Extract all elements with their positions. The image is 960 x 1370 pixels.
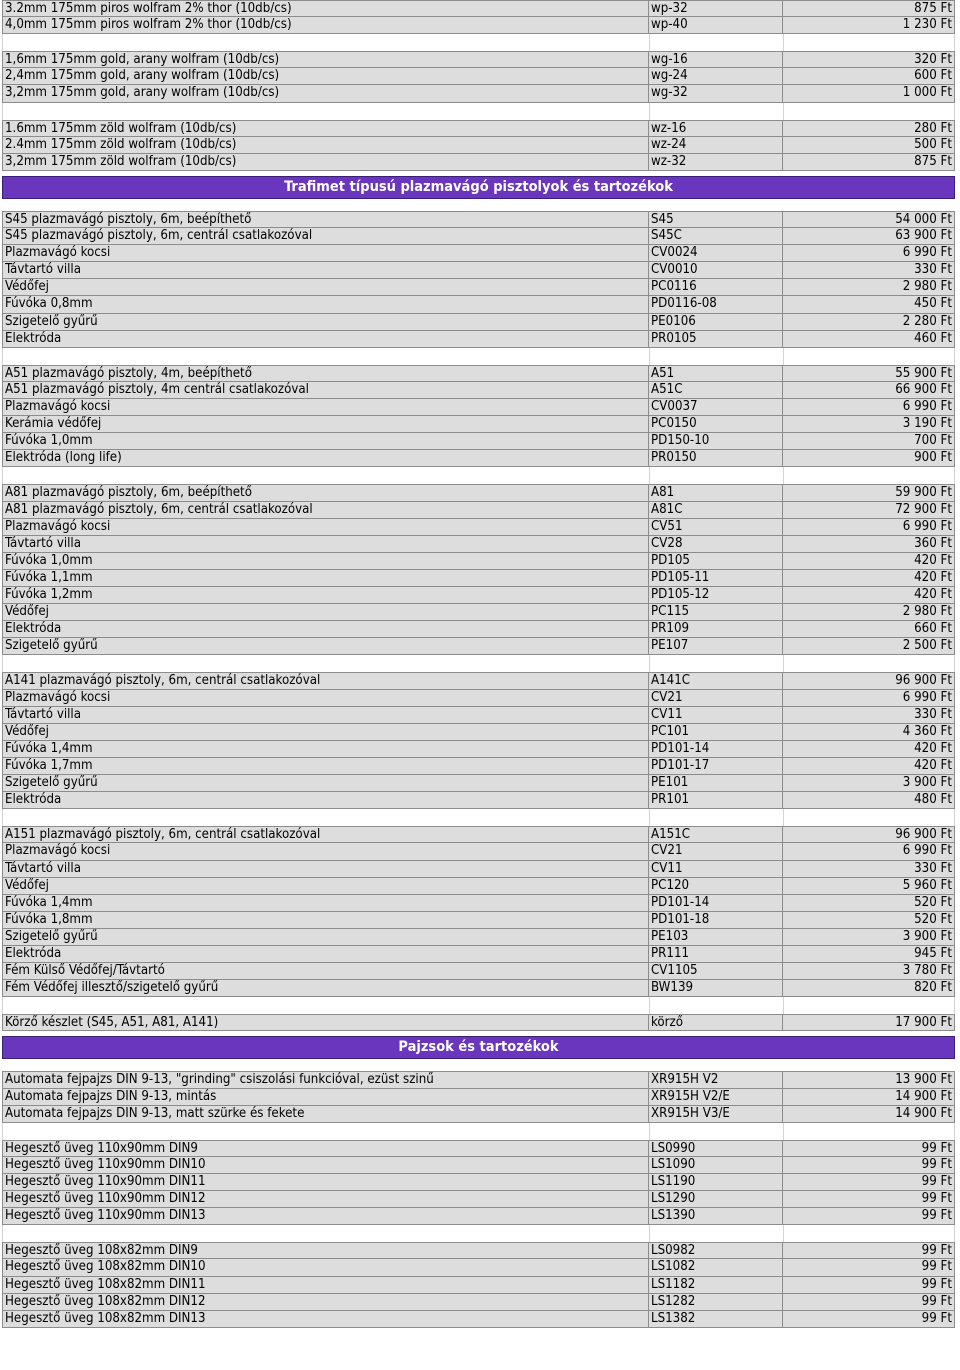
product-row [2, 120, 955, 137]
product-price: 4 360 Ft [783, 724, 955, 741]
product-row [2, 1294, 955, 1311]
product-code: PR111 [649, 946, 783, 963]
product-code: S45 [649, 211, 783, 228]
empty-cell [2, 348, 649, 365]
product-price: 2 980 Ft [783, 279, 955, 296]
product-price: 700 Ft [783, 433, 955, 450]
product-price: 63 900 Ft [783, 228, 955, 245]
product-price: 17 900 Ft [783, 1014, 955, 1031]
product-code: PC0116 [649, 279, 783, 296]
product-row [2, 1140, 955, 1157]
empty-cell [783, 1225, 955, 1242]
product-name: Fúvóka 1,7mm [2, 758, 649, 775]
product-price: 900 Ft [783, 450, 955, 467]
product-price: 3 190 Ft [783, 416, 955, 433]
product-name: Szigetelő gyűrű [2, 638, 649, 655]
product-row [2, 587, 955, 604]
product-name: Távtartó villa [2, 262, 649, 279]
product-name: Plazmavágó kocsi [2, 690, 649, 707]
product-name: Védőfej [2, 604, 649, 621]
product-row [2, 1242, 955, 1259]
product-code: PD101-18 [649, 912, 783, 929]
product-row [2, 707, 955, 724]
product-name: 4,0mm 175mm piros wolfram 2% thor (10db/cs) [2, 17, 649, 34]
product-name: Hegesztő üveg 110x90mm DIN10 [2, 1157, 649, 1174]
empty-cell [2, 34, 649, 51]
product-code: LS1382 [649, 1311, 783, 1328]
product-name: Védőfej [2, 279, 649, 296]
product-name: Automata fejpajzs DIN 9-13, matt szürke és fekete [2, 1106, 649, 1123]
product-row [2, 1157, 955, 1174]
empty-cell [783, 655, 955, 672]
product-row [2, 1014, 955, 1031]
product-code: CV21 [649, 843, 783, 860]
empty-cell [783, 34, 955, 51]
product-price: 99 Ft [783, 1157, 955, 1174]
product-row [2, 154, 955, 171]
product-row [2, 137, 955, 154]
product-row [2, 724, 955, 741]
product-price: 660 Ft [783, 621, 955, 638]
product-row [2, 228, 955, 245]
product-price: 2 500 Ft [783, 638, 955, 655]
product-code: PR0150 [649, 450, 783, 467]
product-price: 360 Ft [783, 536, 955, 553]
product-price: 14 900 Ft [783, 1089, 955, 1106]
product-row [2, 51, 955, 68]
spacer-row [2, 997, 955, 1014]
product-price: 1 000 Ft [783, 85, 955, 102]
product-price: 66 900 Ft [783, 382, 955, 399]
product-code: wp-40 [649, 17, 783, 34]
product-price: 13 900 Ft [783, 1071, 955, 1088]
product-name: 3.2mm 175mm piros wolfram 2% thor (10db/cs) [2, 0, 649, 17]
empty-cell [2, 1123, 649, 1140]
product-price: 3 780 Ft [783, 963, 955, 980]
product-name: Plazmavágó kocsi [2, 399, 649, 416]
product-code: LS1090 [649, 1157, 783, 1174]
product-row [2, 450, 955, 467]
product-row [2, 85, 955, 102]
product-price: 99 Ft [783, 1311, 955, 1328]
product-price: 330 Ft [783, 707, 955, 724]
product-code: XR915H V2/E [649, 1089, 783, 1106]
product-code: CV0024 [649, 245, 783, 262]
product-row [2, 416, 955, 433]
product-row [2, 980, 955, 997]
product-row [2, 399, 955, 416]
product-name: 2,4mm 175mm gold, arany wolfram (10db/cs) [2, 68, 649, 85]
product-code: BW139 [649, 980, 783, 997]
product-price: 99 Ft [783, 1140, 955, 1157]
product-price: 99 Ft [783, 1174, 955, 1191]
product-code: LS0990 [649, 1140, 783, 1157]
spacer-row [2, 103, 955, 120]
product-price: 520 Ft [783, 895, 955, 912]
product-row [2, 775, 955, 792]
product-name: Plazmavágó kocsi [2, 843, 649, 860]
product-name: Szigetelő gyűrű [2, 314, 649, 331]
product-name: Automata fejpajzs DIN 9-13, "grinding" csiszolási funkcióval, ezüst szinű [2, 1071, 649, 1088]
product-name: Távtartó villa [2, 707, 649, 724]
spacer-row [2, 655, 955, 672]
product-name: Fúvóka 0,8mm [2, 296, 649, 313]
product-price: 520 Ft [783, 912, 955, 929]
product-price: 6 990 Ft [783, 843, 955, 860]
product-name: Fúvóka 1,1mm [2, 570, 649, 587]
product-code: PR0105 [649, 331, 783, 348]
empty-cell [783, 809, 955, 826]
spacer-row [2, 34, 955, 51]
section-title: Trafimet típusú plazmavágó pisztolyok és tartozékok [284, 178, 673, 195]
product-row [2, 912, 955, 929]
product-price: 99 Ft [783, 1191, 955, 1208]
product-row [2, 843, 955, 860]
product-code: PD105-12 [649, 587, 783, 604]
product-name: 3,2mm 175mm gold, arany wolfram (10db/cs) [2, 85, 649, 102]
spacer-row [2, 1225, 955, 1242]
product-row [2, 570, 955, 587]
empty-cell [649, 809, 783, 826]
product-code: CV11 [649, 707, 783, 724]
product-price: 55 900 Ft [783, 365, 955, 382]
product-name: Védőfej [2, 878, 649, 895]
product-price: 420 Ft [783, 570, 955, 587]
product-name: Távtartó villa [2, 861, 649, 878]
product-code: PR109 [649, 621, 783, 638]
product-name: Körző készlet (S45, A51, A81, A141) [2, 1014, 649, 1031]
product-name: Elektróda (long life) [2, 450, 649, 467]
product-row [2, 245, 955, 262]
product-price: 54 000 Ft [783, 211, 955, 228]
product-name: Hegesztő üveg 108x82mm DIN11 [2, 1277, 649, 1294]
empty-cell [649, 997, 783, 1014]
product-name: A81 plazmavágó pisztoly, 6m, beépíthető [2, 484, 649, 501]
product-row [2, 741, 955, 758]
product-row [2, 279, 955, 296]
product-price: 1 230 Ft [783, 17, 955, 34]
product-name: 1,6mm 175mm gold, arany wolfram (10db/cs) [2, 51, 649, 68]
product-code: S45C [649, 228, 783, 245]
product-code: CV51 [649, 519, 783, 536]
product-code: PE0106 [649, 314, 783, 331]
product-price: 59 900 Ft [783, 484, 955, 501]
product-name: Hegesztő üveg 110x90mm DIN9 [2, 1140, 649, 1157]
product-name: Fúvóka 1,0mm [2, 553, 649, 570]
product-price: 420 Ft [783, 741, 955, 758]
product-price: 6 990 Ft [783, 399, 955, 416]
product-row [2, 1089, 955, 1106]
product-row [2, 638, 955, 655]
product-name: Hegesztő üveg 110x90mm DIN11 [2, 1174, 649, 1191]
product-code: wp-32 [649, 0, 783, 17]
spacer-row [2, 1123, 955, 1140]
product-row [2, 1277, 955, 1294]
product-row [2, 604, 955, 621]
price-list-table [2, 0, 955, 1328]
product-row [2, 331, 955, 348]
section-header [2, 1036, 955, 1059]
product-code: A151C [649, 826, 783, 843]
product-code: PD150-10 [649, 433, 783, 450]
product-price: 280 Ft [783, 120, 955, 137]
product-row [2, 1106, 955, 1123]
product-code: LS1282 [649, 1294, 783, 1311]
product-row [2, 690, 955, 707]
product-code: PD101-17 [649, 758, 783, 775]
empty-cell [649, 34, 783, 51]
product-name: Hegesztő üveg 108x82mm DIN12 [2, 1294, 649, 1311]
spacer-row [2, 467, 955, 484]
spacer-row [2, 809, 955, 826]
product-name: Elektróda [2, 331, 649, 348]
product-row [2, 946, 955, 963]
product-code: wz-24 [649, 137, 783, 154]
product-price: 14 900 Ft [783, 1106, 955, 1123]
product-row [2, 536, 955, 553]
product-name: Fúvóka 1,0mm [2, 433, 649, 450]
empty-cell [649, 1123, 783, 1140]
product-code: PD105 [649, 553, 783, 570]
empty-cell [2, 809, 649, 826]
product-code: PD101-14 [649, 895, 783, 912]
product-code: wg-32 [649, 85, 783, 102]
product-name: S45 plazmavágó pisztoly, 6m, beépíthető [2, 211, 649, 228]
product-code: wg-16 [649, 51, 783, 68]
product-price: 820 Ft [783, 980, 955, 997]
product-code: PD105-11 [649, 570, 783, 587]
empty-cell [2, 103, 649, 120]
product-name: Elektróda [2, 946, 649, 963]
product-code: LS1082 [649, 1259, 783, 1276]
product-code: XR915H V3/E [649, 1106, 783, 1123]
product-price: 2 280 Ft [783, 314, 955, 331]
product-name: A81 plazmavágó pisztoly, 6m, centrál csatlakozóval [2, 502, 649, 519]
product-code: A51C [649, 382, 783, 399]
product-price: 99 Ft [783, 1294, 955, 1311]
product-price: 96 900 Ft [783, 826, 955, 843]
product-price: 2 980 Ft [783, 604, 955, 621]
product-row [2, 1174, 955, 1191]
product-code: PC115 [649, 604, 783, 621]
product-name: 3,2mm 175mm zöld wolfram (10db/cs) [2, 154, 649, 171]
product-row [2, 365, 955, 382]
product-price: 99 Ft [783, 1208, 955, 1225]
product-row [2, 68, 955, 85]
product-name: Fúvóka 1,2mm [2, 587, 649, 604]
product-name: 1.6mm 175mm zöld wolfram (10db/cs) [2, 120, 649, 137]
empty-cell [2, 467, 649, 484]
product-code: LS1190 [649, 1174, 783, 1191]
product-name: Távtartó villa [2, 536, 649, 553]
product-price: 6 990 Ft [783, 519, 955, 536]
product-price: 6 990 Ft [783, 245, 955, 262]
product-row [2, 929, 955, 946]
product-code: PE103 [649, 929, 783, 946]
product-price: 99 Ft [783, 1259, 955, 1276]
product-name: Hegesztő üveg 108x82mm DIN9 [2, 1242, 649, 1259]
product-code: CV0037 [649, 399, 783, 416]
product-code: wg-24 [649, 68, 783, 85]
product-row [2, 621, 955, 638]
product-row [2, 861, 955, 878]
product-price: 480 Ft [783, 792, 955, 809]
product-code: PE101 [649, 775, 783, 792]
product-code: PC101 [649, 724, 783, 741]
empty-cell [649, 655, 783, 672]
product-name: A51 plazmavágó pisztoly, 4m centrál csatlakozóval [2, 382, 649, 399]
empty-cell [2, 997, 649, 1014]
product-price: 450 Ft [783, 296, 955, 313]
product-name: Plazmavágó kocsi [2, 245, 649, 262]
section-header [2, 176, 955, 199]
product-name: Szigetelő gyűrű [2, 929, 649, 946]
product-price: 875 Ft [783, 154, 955, 171]
product-row [2, 1259, 955, 1276]
product-price: 72 900 Ft [783, 502, 955, 519]
product-row [2, 792, 955, 809]
spacer-row [2, 348, 955, 365]
product-code: körző [649, 1014, 783, 1031]
product-price: 600 Ft [783, 68, 955, 85]
product-code: XR915H V2 [649, 1071, 783, 1088]
product-code: PD101-14 [649, 741, 783, 758]
product-code: PE107 [649, 638, 783, 655]
empty-cell [649, 467, 783, 484]
empty-cell [2, 1225, 649, 1242]
product-name: 2.4mm 175mm zöld wolfram (10db/cs) [2, 137, 649, 154]
product-code: PR101 [649, 792, 783, 809]
product-row [2, 314, 955, 331]
product-price: 330 Ft [783, 262, 955, 279]
product-code: LS1390 [649, 1208, 783, 1225]
product-code: wz-16 [649, 120, 783, 137]
product-name: Hegesztő üveg 108x82mm DIN13 [2, 1311, 649, 1328]
product-code: CV11 [649, 861, 783, 878]
product-name: Elektróda [2, 621, 649, 638]
empty-cell [783, 997, 955, 1014]
product-row [2, 519, 955, 536]
product-name: Védőfej [2, 724, 649, 741]
product-price: 420 Ft [783, 758, 955, 775]
product-code: PC0150 [649, 416, 783, 433]
product-name: Fém Külső Védőfej/Távtartó [2, 963, 649, 980]
product-row [2, 553, 955, 570]
product-name: Hegesztő üveg 110x90mm DIN12 [2, 1191, 649, 1208]
product-name: Elektróda [2, 792, 649, 809]
product-price: 945 Ft [783, 946, 955, 963]
product-row [2, 484, 955, 501]
product-price: 320 Ft [783, 51, 955, 68]
product-code: A81 [649, 484, 783, 501]
product-code: CV1105 [649, 963, 783, 980]
product-name: Szigetelő gyűrű [2, 775, 649, 792]
product-row [2, 0, 955, 17]
product-name: Hegesztő üveg 110x90mm DIN13 [2, 1208, 649, 1225]
empty-cell [783, 103, 955, 120]
product-code: LS1290 [649, 1191, 783, 1208]
empty-cell [2, 655, 649, 672]
product-code: CV28 [649, 536, 783, 553]
product-name: Fúvóka 1,8mm [2, 912, 649, 929]
product-name: Fém Védőfej illesztő/szigetelő gyűrű [2, 980, 649, 997]
empty-cell [649, 1225, 783, 1242]
product-price: 5 960 Ft [783, 878, 955, 895]
product-row [2, 672, 955, 689]
product-price: 96 900 Ft [783, 672, 955, 689]
product-name: Plazmavágó kocsi [2, 519, 649, 536]
product-price: 99 Ft [783, 1277, 955, 1294]
product-name: Automata fejpajzs DIN 9-13, mintás [2, 1089, 649, 1106]
product-row [2, 826, 955, 843]
product-price: 3 900 Ft [783, 775, 955, 792]
product-price: 330 Ft [783, 861, 955, 878]
product-name: Hegesztő üveg 108x82mm DIN10 [2, 1259, 649, 1276]
product-price: 99 Ft [783, 1242, 955, 1259]
product-name: Kerámia védőfej [2, 416, 649, 433]
product-name: A141 plazmavágó pisztoly, 6m, centrál csatlakozóval [2, 672, 649, 689]
product-row [2, 1191, 955, 1208]
empty-cell [783, 348, 955, 365]
product-code: A81C [649, 502, 783, 519]
product-price: 420 Ft [783, 587, 955, 604]
product-row [2, 262, 955, 279]
product-price: 6 990 Ft [783, 690, 955, 707]
product-code: LS1182 [649, 1277, 783, 1294]
product-price: 500 Ft [783, 137, 955, 154]
product-code: wz-32 [649, 154, 783, 171]
product-code: LS0982 [649, 1242, 783, 1259]
product-row [2, 17, 955, 34]
product-row [2, 1311, 955, 1328]
empty-cell [783, 1123, 955, 1140]
product-code: A141C [649, 672, 783, 689]
product-row [2, 502, 955, 519]
product-row [2, 1071, 955, 1088]
product-name: Fúvóka 1,4mm [2, 895, 649, 912]
product-row [2, 296, 955, 313]
product-code: PC120 [649, 878, 783, 895]
empty-cell [783, 467, 955, 484]
product-name: Fúvóka 1,4mm [2, 741, 649, 758]
product-row [2, 963, 955, 980]
empty-cell [649, 103, 783, 120]
product-row [2, 433, 955, 450]
empty-cell [649, 348, 783, 365]
product-code: A51 [649, 365, 783, 382]
product-row [2, 758, 955, 775]
product-name: S45 plazmavágó pisztoly, 6m, centrál csatlakozóval [2, 228, 649, 245]
product-price: 460 Ft [783, 331, 955, 348]
section-title: Pajzsok és tartozékok [398, 1039, 559, 1056]
product-code: PD0116-08 [649, 296, 783, 313]
product-code: CV0010 [649, 262, 783, 279]
product-row [2, 878, 955, 895]
product-name: A151 plazmavágó pisztoly, 6m, centrál csatlakozóval [2, 826, 649, 843]
product-row [2, 895, 955, 912]
product-row [2, 1208, 955, 1225]
product-price: 420 Ft [783, 553, 955, 570]
product-code: CV21 [649, 690, 783, 707]
product-row [2, 382, 955, 399]
product-name: A51 plazmavágó pisztoly, 4m, beépíthető [2, 365, 649, 382]
product-price: 875 Ft [783, 0, 955, 17]
product-price: 3 900 Ft [783, 929, 955, 946]
product-row [2, 211, 955, 228]
